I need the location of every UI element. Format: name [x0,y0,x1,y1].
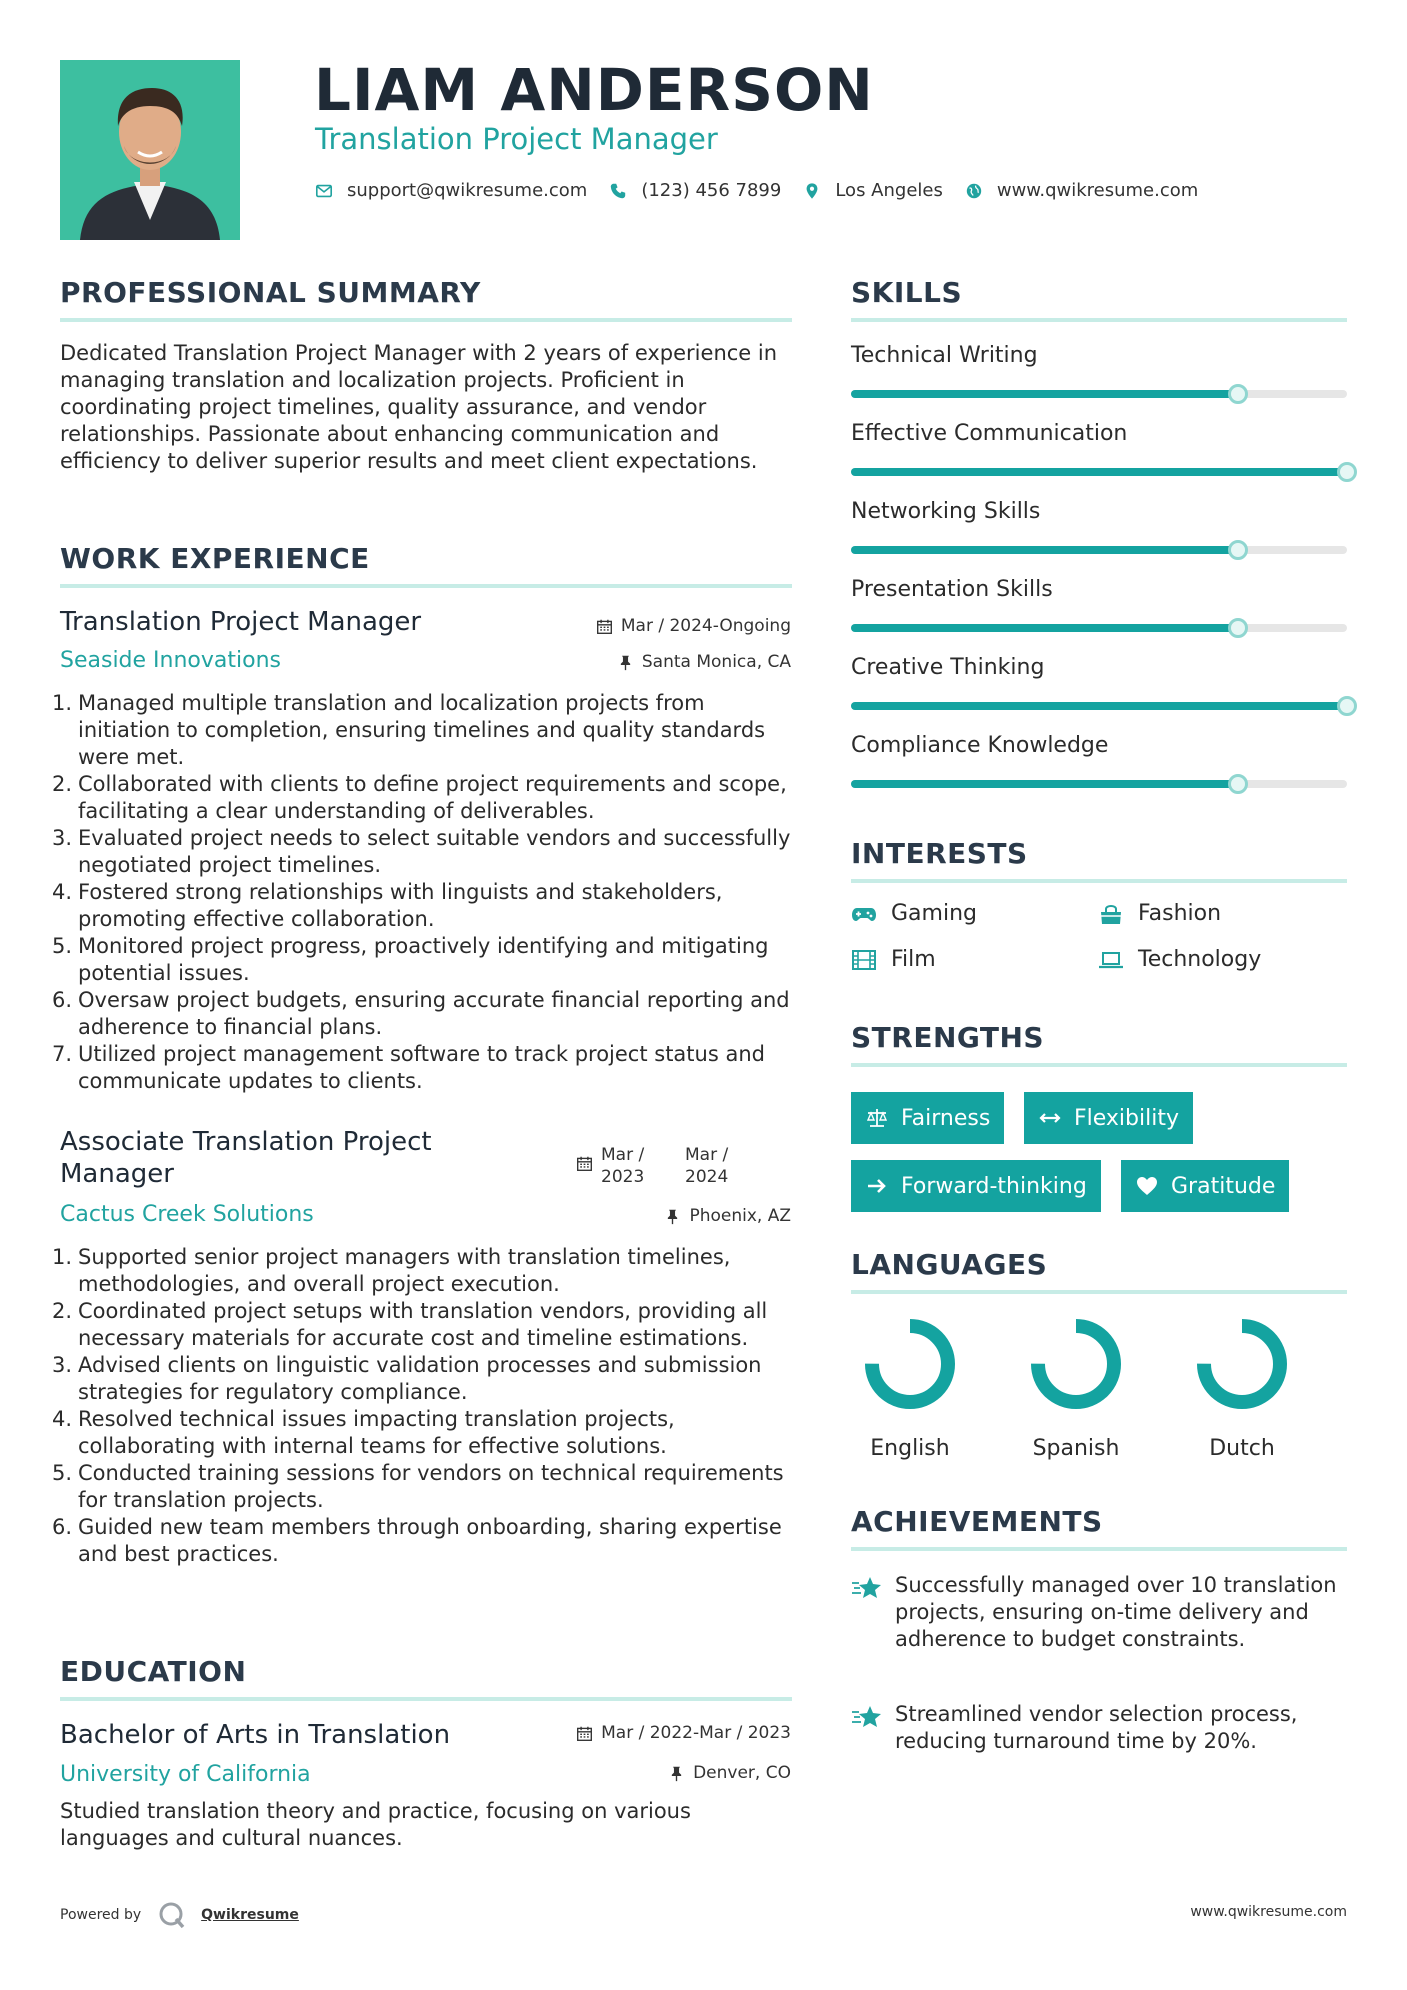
website-text: www.qwikresume.com [996,180,1199,201]
achievements-divider [851,1547,1347,1551]
school-name: University of California [60,1762,311,1787]
job-bullets [52,690,800,1095]
footer-powered-by [60,1900,299,1930]
achievement-text: Streamlined vendor selection process, reducing turnaround time by 20%. [895,1702,1298,1753]
skill-bar [851,390,1347,398]
arrows-horizontal-icon [1038,1106,1062,1130]
gamepad-icon [851,903,877,925]
skill-bar-fill [851,546,1238,554]
language-label: English [870,1436,950,1461]
skill-bar-knob [1337,696,1357,716]
list-item: 2. Coordinated project setups with translation vendors, providing all necessary materials for accurate cost and timeline estimations. [52,1299,768,1350]
pushpin-icon [617,654,634,671]
heart-icon [1135,1174,1159,1198]
calendar-icon [576,1725,593,1742]
laptop-icon [1098,949,1124,971]
skill-bar-knob [1228,618,1248,638]
language-item [1016,1316,1136,1461]
skill-label: Technical Writing [851,343,1038,368]
skill-bar [851,624,1347,632]
education-location-text: Denver, CO [693,1763,791,1783]
achievement-item [851,1701,1347,1755]
skill-label: Compliance Knowledge [851,733,1109,758]
language-ring [1194,1316,1290,1412]
skill-bar-knob [1228,774,1248,794]
calendar-icon [576,1155,593,1172]
contact-location [803,180,943,201]
achievements-heading: ACHIEVEMENTS [851,1505,1103,1538]
language-ring [1028,1316,1124,1412]
contact-email[interactable] [315,180,587,201]
skill-bar-fill [851,624,1238,632]
education-heading: EDUCATION [60,1655,247,1688]
skill-bar-knob [1228,540,1248,560]
strengths-divider [851,1063,1347,1067]
phone-icon [609,182,627,200]
footer-url[interactable]: www.qwikresume.com [1190,1904,1347,1920]
skill-label: Presentation Skills [851,577,1053,602]
job-company: Seaside Innovations [60,648,281,673]
balance-scale-icon [865,1106,889,1130]
list-item: 3. Evaluated project needs to select suitable vendors and successfully negotiated project timelines. [52,826,791,877]
calendar-icon [596,618,613,635]
language-label: Dutch [1209,1436,1275,1461]
email-text: support@qwikresume.com [347,180,588,201]
education-date-text: Mar / 2022-Mar / 2023 [601,1723,791,1743]
interest-item [1098,947,1261,972]
qwikresume-link[interactable]: Qwikresume [201,1907,299,1923]
interest-label: Technology [1138,947,1262,972]
interest-item [851,947,936,972]
skill-bar-fill [851,780,1238,788]
qwikresume-logo-icon [157,1900,187,1930]
skill-bar-fill [851,702,1347,710]
education-divider [60,1697,792,1701]
language-ring [862,1316,958,1412]
avatar [60,60,240,240]
job-location [664,1206,791,1226]
job-location-text: Phoenix, AZ [689,1206,791,1226]
job-title: Associate Translation Project Manager [60,1127,432,1189]
language-label: Spanish [1032,1436,1120,1461]
education-date [576,1723,791,1743]
job-date-start: Mar / 2023 [601,1145,645,1187]
languages-divider [851,1290,1347,1294]
job-title: Translation Project Manager [60,607,422,637]
strength-label: Fairness [901,1105,991,1131]
film-icon [851,949,877,971]
phone-text: (123) 456 7899 [641,180,782,201]
education-location [668,1763,791,1783]
list-item: 5. Conducted training sessions for vendors on technical requirements for translation projects. [52,1461,784,1512]
skill-label: Effective Communication [851,421,1128,446]
list-item: 1. Supported senior project managers with translation timelines, methodologies, and overall project execution. [52,1245,731,1296]
strength-chip [1121,1160,1289,1212]
job-date [576,1144,745,1188]
language-item [1182,1316,1302,1461]
skills-heading: SKILLS [851,276,963,309]
list-item: 6. Oversaw project budgets, ensuring accurate financial reporting and adherence to financial plans. [52,988,790,1039]
job-location-text: Santa Monica, CA [641,652,791,672]
star-icon [851,1701,895,1755]
pushpin-icon [664,1208,681,1225]
skill-bar-knob [1337,462,1357,482]
strength-label: Flexibility [1074,1105,1179,1131]
skill-bar [851,546,1347,554]
interests-heading: INTERESTS [851,837,1028,870]
interest-label: Fashion [1138,901,1222,926]
shopping-bag-icon [1098,903,1124,925]
powered-by-text: Powered by [60,1907,142,1923]
achievement-item [851,1572,1347,1653]
contact-bar [315,180,1220,201]
globe-icon [965,182,983,200]
interest-label: Film [891,947,936,972]
candidate-role: Translation Project Manager [315,122,718,156]
contact-phone[interactable] [609,180,781,201]
skill-bar [851,780,1347,788]
degree-title: Bachelor of Arts in Translation [60,1720,451,1750]
strength-chip [851,1092,1004,1144]
skills-divider [851,318,1347,322]
summary-divider [60,318,792,322]
list-item: 3. Advised clients on linguistic validation processes and submission strategies for regulatory compliance. [52,1353,762,1404]
envelope-icon [315,182,333,200]
skill-bar-knob [1228,384,1248,404]
language-item [850,1316,970,1461]
contact-website[interactable] [965,180,1198,201]
skill-label: Networking Skills [851,499,1041,524]
arrow-right-icon [865,1174,889,1198]
strength-chip [851,1160,1101,1212]
languages-heading: LANGUAGES [851,1248,1048,1281]
achievement-text: Successfully managed over 10 translation projects, ensuring on-time delivery and adherence to budget constraints. [895,1573,1337,1651]
job-location [617,652,791,672]
job-company: Cactus Creek Solutions [60,1202,314,1227]
list-item: 5. Monitored project progress, proactively identifying and mitigating potential issues. [52,934,769,985]
star-icon [851,1572,895,1653]
strength-label: Forward-thinking [901,1173,1087,1199]
education-description: Studied translation theory and practice, focusing on various languages and cultural nuances. [60,1799,691,1850]
job-bullets [52,1244,800,1568]
candidate-name: LIAM ANDERSON [314,56,874,124]
experience-heading: WORK EXPERIENCE [60,542,370,575]
location-text: Los Angeles [835,180,943,201]
interest-item [1098,901,1221,926]
job-date-text: Mar / 2024-Ongoing [620,616,791,636]
list-item: 7. Utilized project management software to track project status and communicate updates to clients. [52,1042,765,1093]
skill-bar-fill [851,468,1347,476]
profile-photo [60,60,240,240]
summary-heading: PROFESSIONAL SUMMARY [60,276,481,309]
experience-divider [60,584,792,588]
list-item: 2. Collaborated with clients to define project requirements and scope, facilitating a clear understanding of deliverables. [52,772,787,823]
list-item: 4. Resolved technical issues impacting translation projects, collaborating with internal teams for effective solutions. [52,1407,675,1458]
strengths-heading: STRENGTHS [851,1021,1045,1054]
map-pin-icon [803,182,821,200]
skill-label: Creative Thinking [851,655,1045,680]
list-item: 6. Guided new team members through onboarding, sharing expertise and best practices. [52,1515,782,1566]
skill-bar [851,702,1347,710]
interests-divider [851,879,1347,883]
skill-bar-fill [851,390,1238,398]
job-date-end: Mar / 2024 [685,1145,729,1187]
interest-item [851,901,977,926]
list-item: 4. Fostered strong relationships with linguists and stakeholders, promoting effective collaboration. [52,880,723,931]
summary-text: Dedicated Translation Project Manager with 2 years of experience in managing translation and localization projects. Proficient in coordinating project timelines, quality assurance, and vendor relationships. Passionate about enhancing communication and efficiency to deliver superior results and meet client expectations. [60,341,778,473]
strength-label: Gratitude [1171,1173,1276,1199]
pushpin-icon [668,1765,685,1782]
list-item: 1. Managed multiple translation and localization projects from initiation to completion, ensuring timelines and quality standards were met. [52,691,766,769]
skill-bar [851,468,1347,476]
strength-chip [1024,1092,1193,1144]
interest-label: Gaming [891,901,977,926]
job-date [596,616,791,636]
